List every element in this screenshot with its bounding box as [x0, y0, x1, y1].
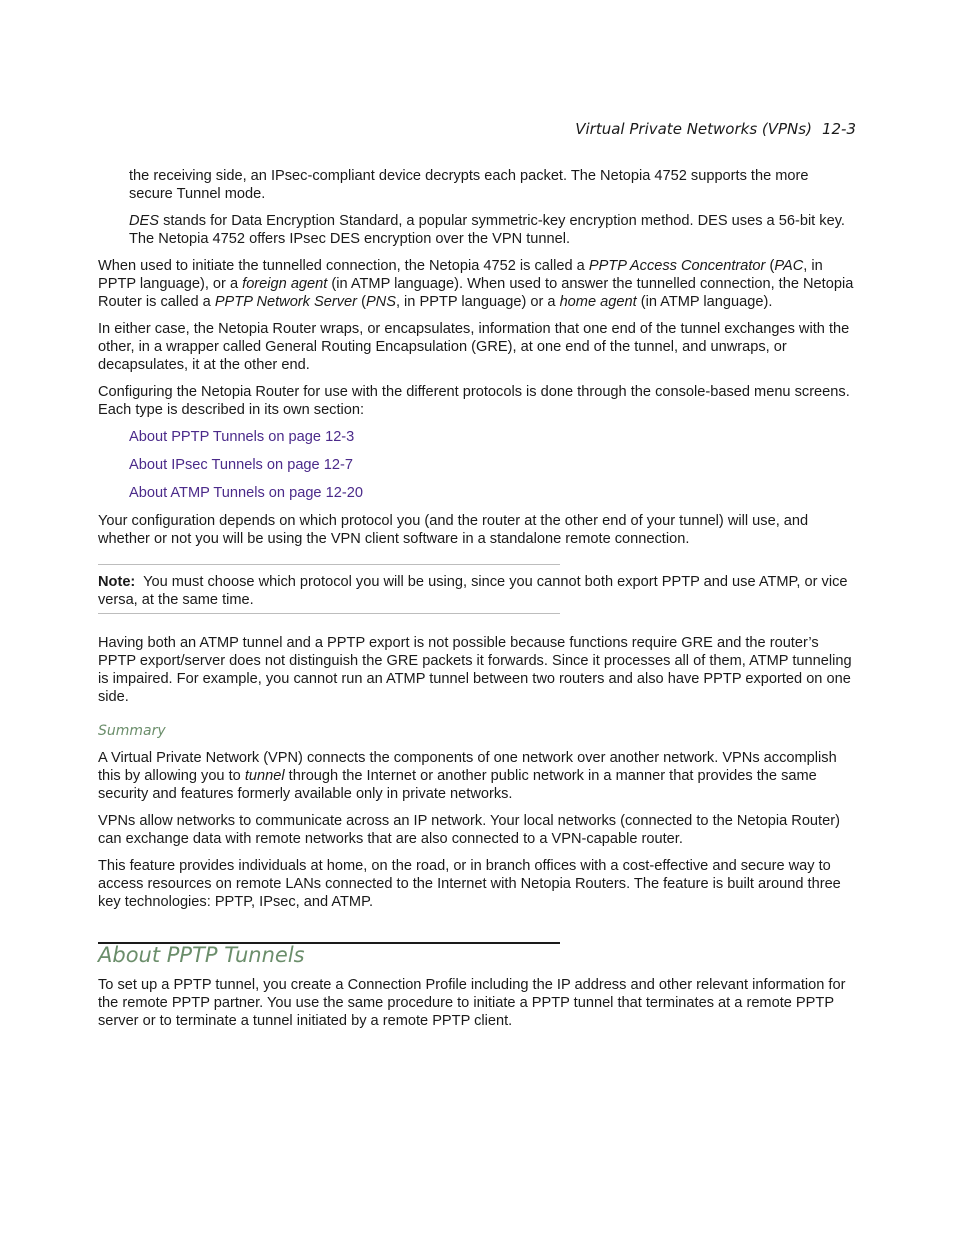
- text-span: , in PPTP language) or a: [395, 294, 560, 310]
- term-home-agent: home agent: [559, 294, 637, 310]
- text-span: A Virtual Private Network (VPN) connects the components of one network over another network. VPNs accomplish this by allowing you to: [98, 750, 837, 784]
- body-content: [98, 167, 854, 1039]
- term-pac: PPTP Access Concentrator: [588, 258, 766, 274]
- text-span: (in ATMP language). When used to answer the tunnelled connection, the Netopia Router is called a: [98, 276, 854, 310]
- section-heading: About PPTP Tunnels: [98, 943, 305, 967]
- paragraph-summary-1: [98, 749, 854, 803]
- paragraph-pptp-setup: To set up a PPTP tunnel, you create a Connection Profile including the IP address and other relevant information for the remote PPTP partner. You use the same procedure to initiate a PPTP tunnel that terminates at a remote PPTP server or to terminate a tunnel initiated by a remote PPTP client.: [98, 977, 846, 1029]
- note-box: [98, 564, 848, 614]
- summary-heading: Summary: [98, 723, 166, 739]
- text-span: (: [357, 294, 366, 310]
- link-pptp-tunnels[interactable]: About PPTP Tunnels on page 12-3: [129, 429, 355, 445]
- term-abbrev: PAC: [774, 258, 804, 274]
- des-text: stands for Data Encryption Standard, a popular symmetric-key encryption method. DES uses a 56-bit key. The Netopia 4752 offers IPsec DES encryption over the VPN tunnel.: [129, 213, 845, 247]
- paragraph-configuration: Your configuration depends on which protocol you (and the router at the other end of your tunnel) will use, and whether or not you will be using the VPN client software in a standalone remote connection.: [98, 513, 809, 547]
- text-span: , in PPTP language), or a: [98, 258, 823, 292]
- paragraph-ipsec-continued: the receiving side, an IPsec-compliant device decrypts each packet. The Netopia 4752 supports the more secure Tunnel mode.: [129, 168, 809, 202]
- note-content: [98, 573, 854, 609]
- text-span: (: [765, 258, 775, 274]
- term-tunnel: tunnel: [244, 768, 285, 784]
- paragraph-atmp-pptp: Having both an ATMP tunnel and a PPTP export is not possible because functions require GRE and the router’s PPTP export/server does not distinguish the GRE packets it forwards. Since it processes all of them, ATMP tunneling is impaired. For example, you cannot run an ATMP tunnel between two routers and also have PPTP exported on one side.: [98, 635, 852, 705]
- paragraph-summary-2: VPNs allow networks to communicate across an IP network. Your local networks (connected to the Netopia Router) can exchange data with remote networks that are also connected to a VPN-capable router.: [98, 813, 840, 847]
- paragraph-configuring: Configuring the Netopia Router for use with the different protocols is done through the console-based menu screens. Each type is described in its own section:: [98, 384, 850, 418]
- term-foreign-agent: foreign agent: [242, 276, 328, 292]
- paragraph-des: [129, 212, 854, 248]
- paragraph-gre: In either case, the Netopia Router wraps, or encapsulates, information that one end of the tunnel exchanges with the other, in a wrapper called General Routing Encapsulation (GRE), at one end of the tunnel, and unwraps, or decapsulates, it at the other end.: [98, 321, 850, 373]
- paragraph-summary-3: This feature provides individuals at home, on the road, or in branch offices with a cost-effective and secure way to access resources on remote LANs connected to the Internet with Netopia Routers. The feature is built around three key technologies: PPTP, IPsec, and ATMP.: [98, 858, 841, 910]
- text-span: (in ATMP language).: [636, 294, 773, 310]
- text-span: When used to initiate the tunnelled connection, the Netopia 4752 is called a: [98, 258, 589, 274]
- text-span: through the Internet or another public network in a manner that provides the same security and features formerly available only in private networks.: [98, 768, 817, 802]
- term-pns: PPTP Network Server: [214, 294, 358, 310]
- note-text: You must choose which protocol you will be using, since you cannot both export PPTP and use ATMP, or vice versa, at the same time.: [98, 574, 848, 608]
- paragraph-tunnel-roles: [98, 257, 854, 311]
- running-header: [575, 120, 856, 138]
- term-abbrev: PNS: [365, 294, 396, 310]
- header-title: Virtual Private Networks (VPNs): [575, 120, 812, 138]
- link-ipsec-tunnels[interactable]: About IPsec Tunnels on page 12-7: [129, 457, 353, 473]
- page-number: 12-3: [821, 120, 856, 138]
- note-label: Note:: [98, 574, 136, 590]
- term-des: DES: [129, 213, 160, 229]
- link-atmp-tunnels[interactable]: About ATMP Tunnels on page 12-20: [129, 485, 363, 501]
